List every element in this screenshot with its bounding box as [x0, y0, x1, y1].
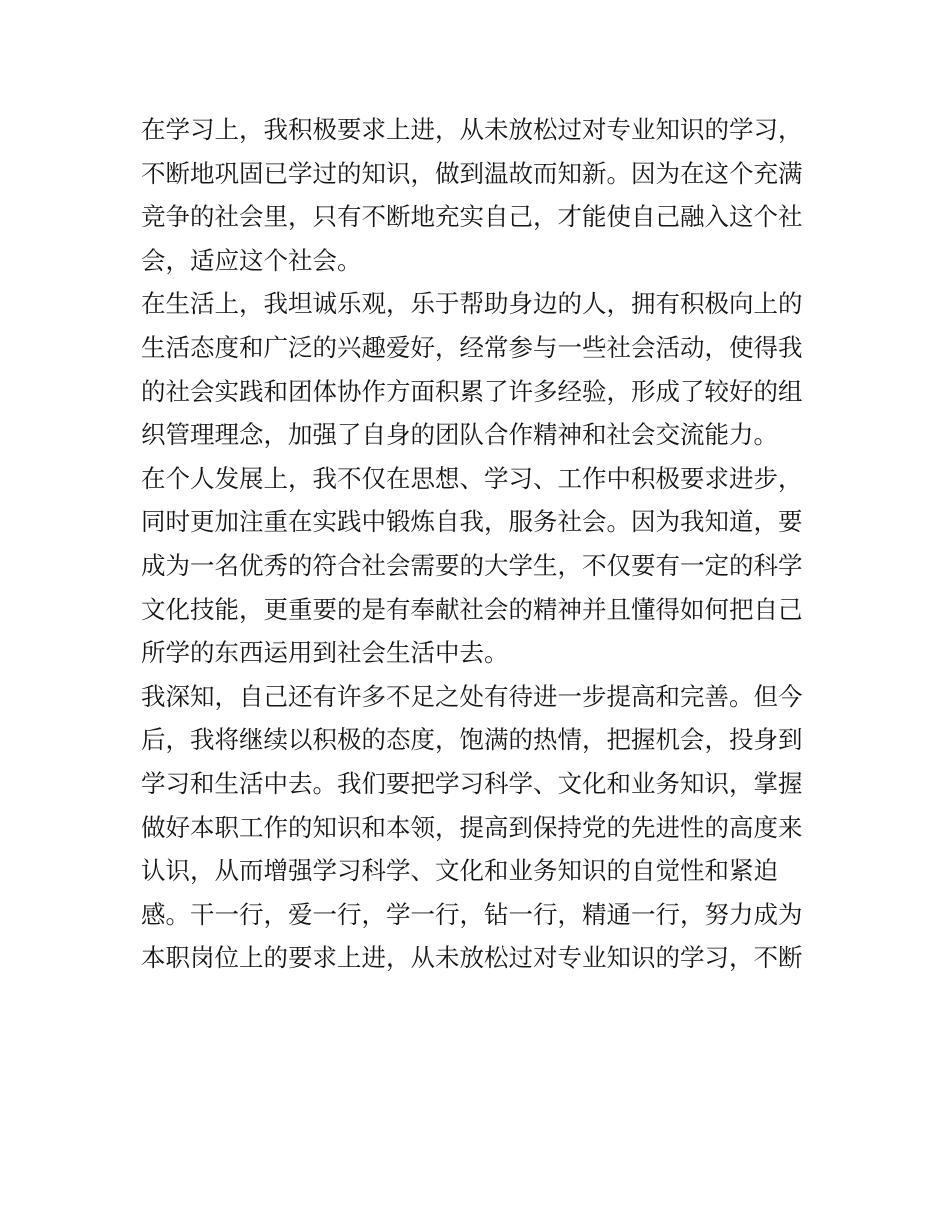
text-line: 同时更加注重在实践中锻炼自我，服务社会。因为我知道，要 [141, 507, 803, 537]
text-line: 织管理理念，加强了自身的团队合作精神和社会交流能力。 [141, 420, 778, 450]
text-line: 的社会实践和团体协作方面积累了许多经验，形成了较好的组 [141, 376, 803, 406]
text-line: 感。干一行，爱一行，学一行，钻一行，精通一行，努力成为 [141, 899, 803, 929]
text-line: 不断地巩固已学过的知识，做到温故而知新。因为在这个充满 [141, 158, 803, 188]
document-body [141, 108, 821, 980]
text-line: 我深知，自己还有许多不足之处有待进一步提高和完善。但今 [141, 681, 803, 711]
text-line: 本职岗位上的要求上进，从未放松过对专业知识的学习，不断 [141, 943, 803, 973]
text-line: 后，我将继续以积极的态度，饱满的热情，把握机会，投身到 [141, 725, 803, 755]
text-line: 竞争的社会里，只有不断地充实自己，才能使自己融入这个社 [141, 202, 803, 232]
text-line: 认识，从而增强学习科学、文化和业务知识的自觉性和紧迫 [141, 856, 778, 886]
text-line: 做好本职工作的知识和本领，提高到保持党的先进性的高度来 [141, 812, 803, 842]
text-line: 文化技能，更重要的是有奉献社会的精神并且懂得如何把自己 [141, 594, 803, 624]
text-line: 学习和生活中去。我们要把学习科学、文化和业务知识，掌握 [141, 768, 803, 798]
text-line: 在学习上，我积极要求上进，从未放松过对专业知识的学习， [141, 115, 803, 144]
text-line: 生活态度和广泛的兴趣爱好，经常参与一些社会活动，使得我 [141, 332, 803, 362]
text-line: 在个人发展上，我不仅在思想、学习、工作中积极要求进步， [141, 463, 803, 493]
text-line: 成为一名优秀的符合社会需要的大学生，不仅要有一定的科学 [141, 550, 803, 580]
text-line: 在生活上，我坦诚乐观，乐于帮助身边的人，拥有积极向上的 [141, 289, 803, 319]
text-line: 所学的东西运用到社会生活中去。 [141, 638, 509, 668]
text-line: 会，适应这个社会。 [141, 245, 362, 275]
